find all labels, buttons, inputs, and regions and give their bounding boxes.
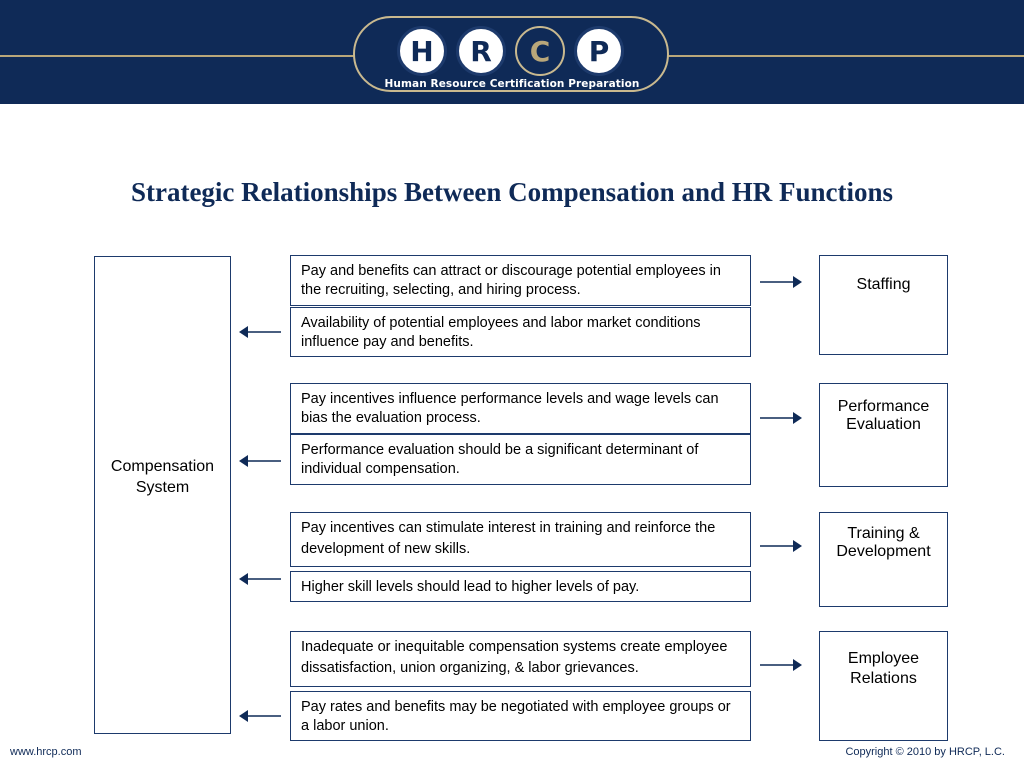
training-development-label: Training & Development [836, 525, 931, 560]
logo-letter-c: C [515, 26, 565, 76]
banner-rule-left [0, 55, 356, 57]
logo-subtitle: Human Resource Certification Preparation [384, 78, 640, 90]
logo-letter-p: P [574, 26, 624, 76]
training-outbound-box: Pay incentives can stimulate interest in training and reinforce the development of new skills. [290, 512, 751, 567]
arrow-right-icon [758, 537, 804, 555]
arrow-left-icon [237, 323, 283, 341]
arrow-left-icon [237, 707, 283, 725]
slide-title: Strategic Relationships Between Compensation and HR Functions [130, 177, 894, 207]
footer-copyright: Copyright © 2010 by HRCP, L.C. [845, 746, 1005, 758]
employee-relations-outbound-box: Inadequate or inequitable compensation systems create employee dissatisfaction, union organizing, & labor grievances. [290, 631, 751, 687]
employee-relations-inbound-box: Pay rates and benefits may be negotiated with employee groups or a labor union. [290, 691, 751, 741]
banner-rule-right [668, 55, 1024, 57]
employee-relations-label: Employee Relations [847, 650, 920, 687]
staffing-box [819, 255, 948, 355]
arrow-right-icon [758, 656, 804, 674]
arrow-left-icon [237, 452, 283, 470]
performance-inbound-box: Performance evaluation should be a significant determinant of individual compensation. [290, 434, 751, 485]
footer-website-link[interactable]: www.hrcp.com [10, 746, 82, 758]
staffing-inbound-box: Availability of potential employees and labor market conditions influence pay and benefits. [290, 307, 751, 357]
arrow-left-icon [237, 570, 283, 588]
arrow-right-icon [758, 273, 804, 291]
logo-letter-h: H [397, 26, 447, 76]
training-inbound-box: Higher skill levels should lead to higher levels of pay. [290, 571, 751, 602]
compensation-system-label: Compensation System [110, 458, 215, 496]
performance-evaluation-label: Performance Evaluation [837, 398, 930, 433]
logo-letter-r: R [456, 26, 506, 76]
arrow-right-icon [758, 409, 804, 427]
performance-outbound-box: Pay incentives influence performance levels and wage levels can bias the evaluation process. [290, 383, 751, 434]
staffing-outbound-box: Pay and benefits can attract or discourage potential employees in the recruiting, selecting, and hiring process. [290, 255, 751, 306]
staffing-label: Staffing [856, 276, 911, 293]
